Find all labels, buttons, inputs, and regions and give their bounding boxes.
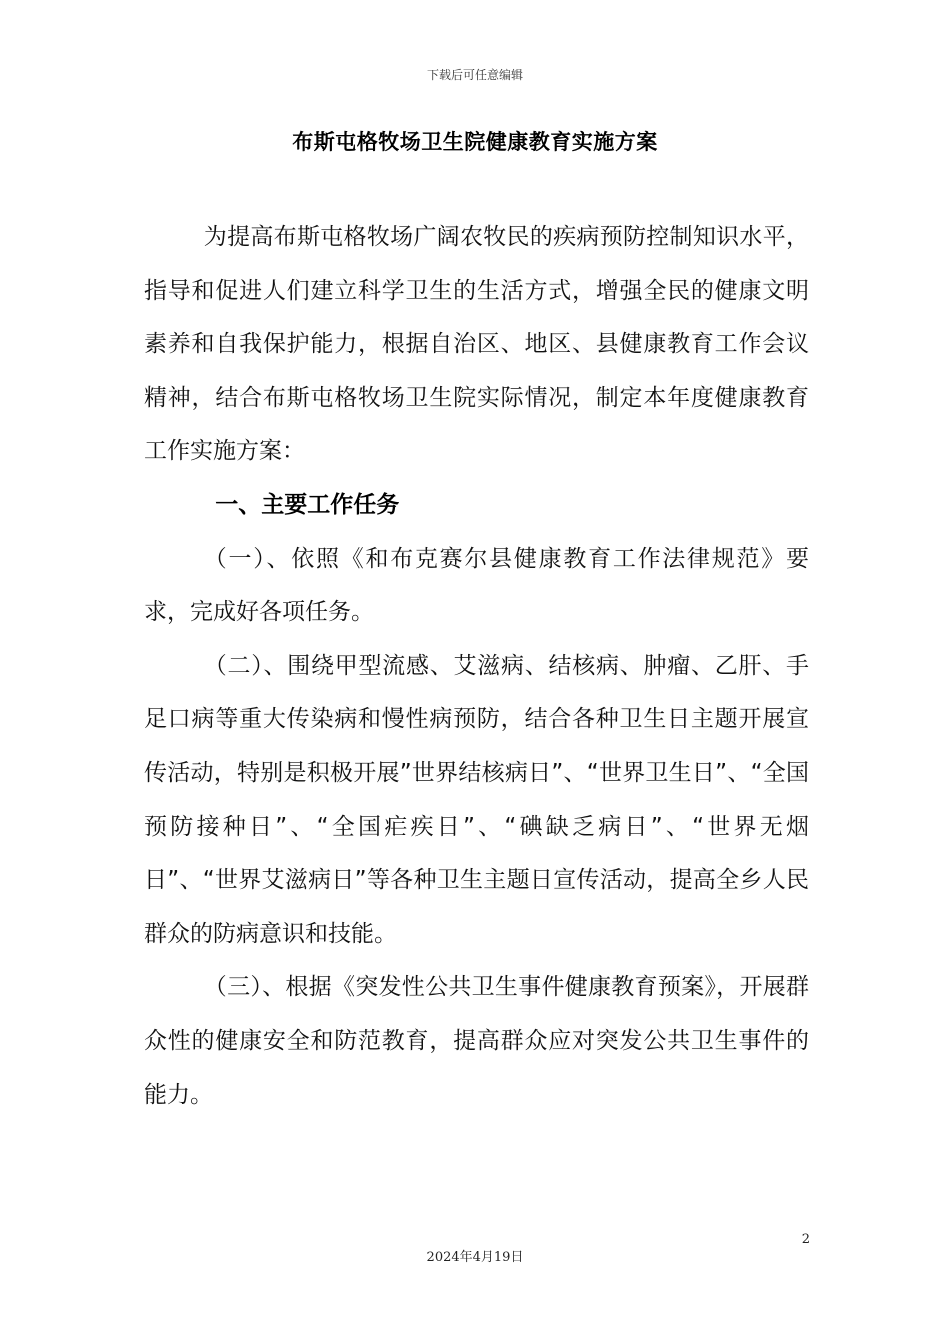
task-item-2: （二）、围绕甲型流感、艾滋病、结核病、肿瘤、乙肝、手足口病等重大传染病和慢性病预防，结合各种卫生日主题开展宣传活动，特别是积极开展”世界结核病日”、“世界卫生日”、“全国预防接种日”、“全国疟疾日”、“碘缺乏病日”、“世界无烟日”、“世界艾滋病日”等各种卫生主题日宣传活动，提高全乡人民群众的防病意识和技能。 bbox=[144, 652, 809, 947]
footer-date: 2024年4月19日 bbox=[426, 1250, 524, 1265]
task-item-1: （一）、依照《和布克赛尔县健康教育工作法律规范》要求，完成好各项任务。 bbox=[144, 545, 809, 626]
document-body bbox=[144, 211, 809, 1122]
document-title: 布斯屯格牧场卫生院健康教育实施方案 bbox=[292, 130, 658, 154]
intro-paragraph: 为提高布斯屯格牧场广阔农牧民的疾病预防控制知识水平，指导和促进人们建立科学卫生的生活方式，增强全民的健康文明素养和自我保护能力，根据自治区、地区、县健康教育工作会议精神，结合布斯屯格牧场卫生院实际情况，制定本年度健康教育工作实施方案： bbox=[144, 224, 809, 465]
page-number: 2 bbox=[801, 1232, 810, 1247]
task-item-3: （三）、根据《突发性公共卫生事件健康教育预案》，开展群众性的健康安全和防范教育，提高群众应对突发公共卫生事件的能力。 bbox=[144, 974, 809, 1108]
section-heading-main-tasks: 一、主要工作任务 bbox=[215, 491, 400, 518]
header-note: 下载后可任意编辑 bbox=[426, 68, 523, 82]
